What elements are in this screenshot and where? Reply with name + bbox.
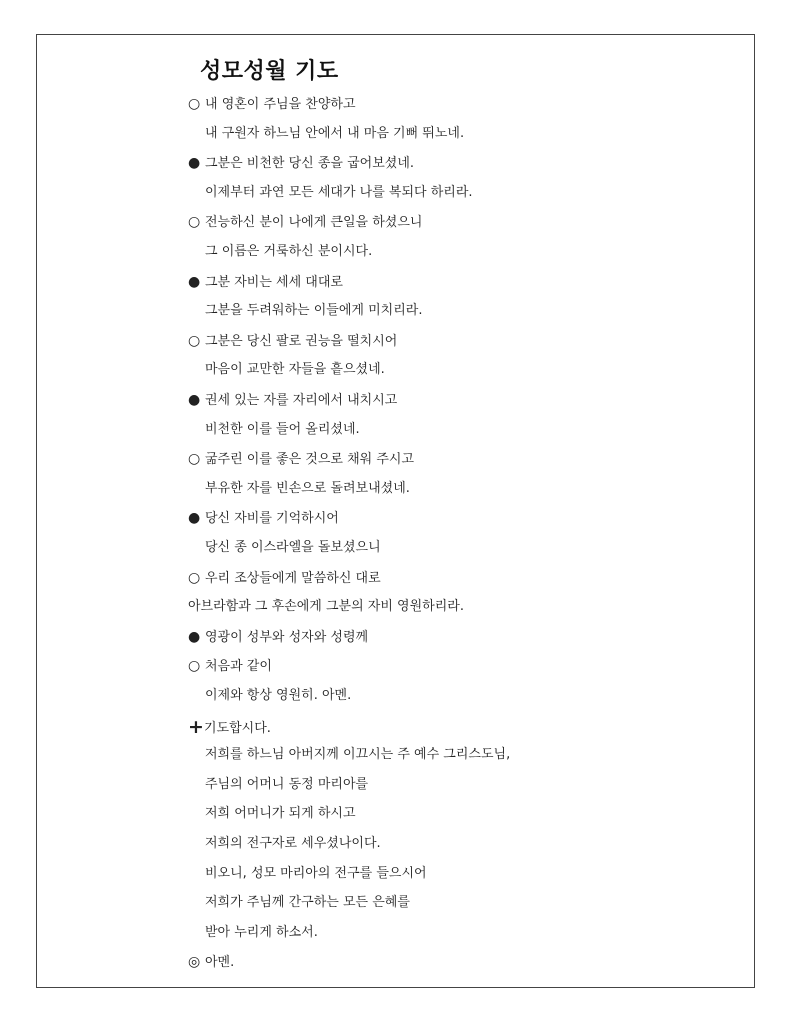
prayer-line: [188, 570, 381, 587]
prayer-line: [205, 422, 360, 438]
prayer-line-text: 부유한 자를 빈손으로 돌려보내셨네.: [205, 480, 410, 496]
prayer-line: [188, 451, 414, 468]
cross-marker-icon: +: [188, 715, 204, 738]
prayer-line-text: 이제부터 과연 모든 세대가 나를 복되다 하리라.: [205, 184, 473, 200]
filled-circle-marker-icon: ●: [188, 392, 201, 408]
prayer-line-text: 받아 누리게 하소서.: [205, 924, 318, 940]
prayer-line-text: 우리 조상들에게 말씀하신 대로: [205, 570, 381, 586]
circle-marker-icon: ○: [188, 569, 201, 586]
prayer-line-text: 저희가 주님께 간구하는 모든 은혜를: [205, 895, 410, 911]
prayer-line-text: 비오니, 성모 마리아의 전구를 들으시어: [205, 865, 427, 881]
prayer-line-text: 저희의 전구자로 세우셨나이다.: [205, 836, 381, 851]
prayer-line: [188, 274, 343, 291]
prayer-line-text: 굶주린 이를 좋은 것으로 채워 주시고: [205, 452, 415, 468]
prayer-line: [205, 540, 381, 556]
prayer-line-text: 아멘.: [205, 955, 235, 971]
prayer-line-text: 기도합시다.: [204, 720, 271, 736]
prayer-line: [188, 96, 356, 113]
prayer-line: [205, 688, 351, 704]
prayer-line: [188, 658, 272, 675]
prayer-line-text: 그분은 당신 팔로 권능을 떨치시어: [205, 333, 398, 349]
prayer-line-text: 당신 종 이스라엘을 돌보셨으니: [205, 540, 381, 555]
prayer-line: [205, 303, 422, 319]
prayer-line-text: 그분 자비는 세세 대대로: [205, 274, 343, 290]
prayer-line-text: 내 구원자 하느님 안에서 내 마음 기뻐 뛰노네.: [205, 125, 465, 141]
prayer-line: [205, 747, 510, 763]
prayer-line-text: 권세 있는 자를 자리에서 내치시고: [205, 393, 398, 408]
circle-marker-icon: ○: [188, 214, 201, 231]
prayer-line: [188, 715, 271, 738]
prayer-line: [188, 629, 368, 646]
prayer-line: [188, 954, 234, 971]
circle-marker-icon: ○: [188, 96, 201, 112]
prayer-line-text: 그분은 비천한 당신 종을 굽어보셨네.: [205, 156, 415, 172]
prayer-line: [205, 895, 410, 911]
prayer-line-text: 그분을 두려워하는 이들에게 미치리라.: [205, 303, 423, 319]
prayer-line-text: 마음이 교만한 자들을 흩으셨네.: [205, 362, 385, 378]
prayer-line: [205, 836, 381, 852]
prayer-line-text: 영광이 성부와 성자와 성령께: [205, 629, 369, 645]
prayer-line: [205, 185, 473, 201]
prayer-line: [205, 777, 368, 793]
page-title: 성모성월 기도: [200, 59, 339, 84]
prayer-line-text: 주님의 어머니 동정 마리아를: [205, 776, 369, 792]
filled-circle-marker-icon: ●: [188, 155, 201, 172]
prayer-line: [205, 244, 372, 260]
prayer-line-text: 당신 자비를 기억하시어: [205, 511, 339, 527]
prayer-line: [205, 126, 464, 142]
prayer-line-text: 비천한 이를 들어 올리셨네.: [205, 421, 360, 437]
prayer-line: [205, 925, 318, 941]
filled-circle-marker-icon: ●: [188, 510, 201, 527]
prayer-line: [188, 333, 397, 350]
filled-circle-marker-icon: ●: [188, 273, 201, 290]
prayer-line-text: 처음과 같이: [205, 659, 272, 675]
prayer-line-text: 아브라함과 그 후손에게 그분의 자비 영원하리라.: [188, 599, 464, 615]
circle-marker-icon: ○: [188, 658, 201, 675]
prayer-line-text: 이제와 항상 영원히. 아멘.: [205, 688, 352, 703]
prayer-line: [188, 510, 339, 527]
circle-marker-icon: ○: [188, 451, 201, 468]
prayer-line-text: 전능하신 분이 나에게 큰일을 하셨으니: [205, 215, 423, 231]
prayer-line: [205, 866, 427, 882]
prayer-line: [188, 392, 397, 409]
prayer-line: [188, 155, 414, 172]
prayer-line-text: 그 이름은 거룩하신 분이시다.: [205, 244, 373, 259]
prayer-line-text: 내 영혼이 주님을 찬양하고: [205, 97, 356, 112]
double-circle-marker-icon: ◎: [188, 954, 201, 971]
prayer-line: [205, 806, 356, 822]
prayer-line: [205, 481, 410, 497]
prayer-line-text: 저희를 하느님 아버지께 이끄시는 주 예수 그리스도님,: [205, 747, 511, 763]
prayer-line: [188, 214, 422, 231]
prayer-line: [188, 599, 464, 615]
page-border: [36, 34, 755, 988]
prayer-line: [205, 362, 385, 378]
circle-marker-icon: ○: [188, 332, 201, 349]
filled-circle-marker-icon: ●: [188, 628, 201, 645]
prayer-line-text: 저희 어머니가 되게 하시고: [205, 806, 356, 822]
